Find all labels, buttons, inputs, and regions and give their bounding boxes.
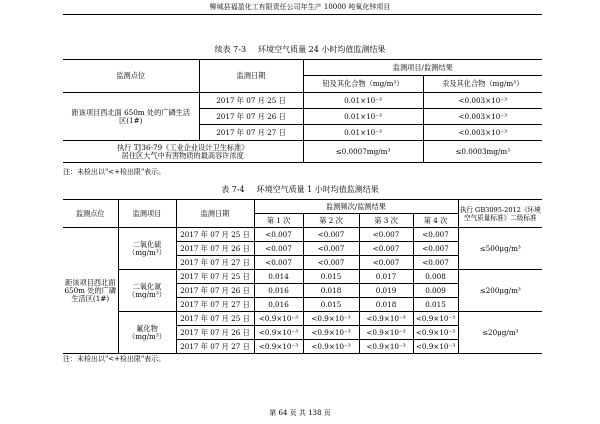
value-cell: <0.007 bbox=[254, 242, 303, 256]
lead-standard-cell: ≤0.0007mg/m³ bbox=[303, 141, 423, 163]
date-cell: 2017 年 07 月 27 日 bbox=[199, 125, 303, 141]
value-cell: <0.007 bbox=[359, 256, 413, 270]
header-freq-2: 第 2 次 bbox=[303, 214, 359, 228]
header-rule bbox=[63, 14, 542, 15]
date-cell: 2017 年 07 月 27 日 bbox=[176, 298, 254, 312]
mercury-standard-cell: ≤0.0003mg/m³ bbox=[423, 141, 542, 163]
value-cell: <0.9×10⁻³ bbox=[413, 312, 458, 326]
monitor-point-cell: 距该项目西北面 650m 处的广磷生活区(1#) bbox=[63, 93, 199, 141]
value-cell: <0.9×10⁻³ bbox=[359, 312, 413, 326]
item-cell-so2: 二氧化硫（mg/m³） bbox=[118, 228, 176, 270]
table-row bbox=[63, 228, 542, 242]
header-freq-4: 第 4 次 bbox=[413, 214, 458, 228]
lead-value-cell: 0.01×10⁻³ bbox=[303, 125, 423, 141]
date-cell: 2017 年 07 月 27 日 bbox=[176, 340, 254, 354]
table2-caption-number: 表 7-4 bbox=[221, 185, 245, 194]
standard-description-cell bbox=[63, 141, 303, 163]
lead-value-cell: 0.01×10⁻³ bbox=[303, 93, 423, 109]
table1-caption-title: 环境空气质量 24 小时均值监测结果 bbox=[258, 45, 386, 54]
value-cell: 0.016 bbox=[254, 298, 303, 312]
table2-caption-title: 环境空气质量 1 小时均值监测结果 bbox=[256, 185, 379, 194]
header-monitor-item: 监测项目 bbox=[118, 200, 176, 228]
value-cell: <0.9×10⁻³ bbox=[254, 340, 303, 354]
value-cell: <0.007 bbox=[413, 256, 458, 270]
table-row bbox=[63, 270, 542, 284]
table1-caption bbox=[0, 45, 600, 55]
value-cell: 0.015 bbox=[413, 298, 458, 312]
header-frequency-result: 监测频次/监测结果 bbox=[254, 200, 458, 214]
lead-value-cell: 0.01×10⁻³ bbox=[303, 109, 423, 125]
date-cell: 2017 年 07 月 26 日 bbox=[176, 242, 254, 256]
header-item-result: 监测项目/监测结果 bbox=[303, 60, 542, 76]
value-cell: <0.9×10⁻³ bbox=[359, 340, 413, 354]
table1-caption-number: 续表 7-3 bbox=[214, 45, 247, 54]
value-cell: 0.009 bbox=[413, 284, 458, 298]
page-number: 第 64 页 共 138 页 bbox=[269, 409, 331, 417]
header-monitor-point: 监测点位 bbox=[63, 60, 199, 93]
value-cell: <0.007 bbox=[303, 256, 359, 270]
table-row bbox=[63, 93, 542, 109]
date-cell: 2017 年 07 月 25 日 bbox=[199, 93, 303, 109]
standard-cell-fluoride: ≤20μg/m³ bbox=[458, 312, 542, 354]
value-cell: 0.019 bbox=[359, 284, 413, 298]
standard-row bbox=[63, 141, 542, 163]
monitor-point-cell: 距该项目西北面 650m 处的广磷生活区(1#) bbox=[63, 228, 118, 354]
mercury-value-cell: <0.003×10⁻³ bbox=[423, 109, 542, 125]
value-cell: <0.007 bbox=[303, 242, 359, 256]
value-cell: <0.9×10⁻³ bbox=[413, 340, 458, 354]
value-cell: 0.018 bbox=[359, 298, 413, 312]
value-cell: <0.007 bbox=[359, 242, 413, 256]
header-monitor-date: 监测日期 bbox=[199, 60, 303, 93]
value-cell: <0.9×10⁻³ bbox=[413, 326, 458, 340]
value-cell: 0.015 bbox=[303, 270, 359, 284]
header-standard: 执行 GB3095-2012《环境空气质量标准》二级标准 bbox=[458, 200, 542, 228]
document-header: 柳城县福盈化工有限责任公司年生产 10000 吨氧化锌项目 bbox=[209, 3, 391, 11]
date-cell: 2017 年 07 月 25 日 bbox=[176, 312, 254, 326]
table-1h-average bbox=[63, 199, 542, 354]
value-cell: <0.007 bbox=[359, 228, 413, 242]
value-cell: <0.007 bbox=[254, 256, 303, 270]
value-cell: <0.9×10⁻³ bbox=[359, 326, 413, 340]
date-cell: 2017 年 07 月 25 日 bbox=[176, 270, 254, 284]
value-cell: 0.016 bbox=[254, 284, 303, 298]
header-monitor-point: 监测点位 bbox=[63, 200, 118, 228]
value-cell: <0.007 bbox=[413, 228, 458, 242]
table1-note: 注：未检出以"<+检出限"表示。 bbox=[63, 168, 166, 176]
header-freq-1: 第 1 次 bbox=[254, 214, 303, 228]
value-cell: 0.018 bbox=[303, 284, 359, 298]
item-cell-fluoride: 氟化物（mg/m³） bbox=[118, 312, 176, 354]
mercury-value-cell: <0.003×10⁻³ bbox=[423, 93, 542, 109]
value-cell: 0.015 bbox=[303, 298, 359, 312]
header-monitor-date: 监测日期 bbox=[176, 200, 254, 228]
value-cell: <0.9×10⁻³ bbox=[303, 340, 359, 354]
value-cell: 0.008 bbox=[413, 270, 458, 284]
header-lead-compounds: 铅及其化合物（mg/m³） bbox=[303, 76, 423, 93]
table-24h-average bbox=[63, 59, 542, 163]
table-row bbox=[63, 312, 542, 326]
value-cell: <0.9×10⁻³ bbox=[303, 312, 359, 326]
value-cell: <0.9×10⁻³ bbox=[254, 312, 303, 326]
standard-line-2: 居住区大气中有害物质的最高容许浓度 bbox=[121, 150, 244, 160]
standard-line-1: 执行 TJ36-79《工业企业设计卫生标准》 bbox=[117, 142, 249, 152]
standard-cell-no2: ≤200μg/m³ bbox=[458, 270, 542, 312]
value-cell: <0.007 bbox=[254, 228, 303, 242]
value-cell: <0.9×10⁻³ bbox=[303, 326, 359, 340]
value-cell: 0.017 bbox=[359, 270, 413, 284]
value-cell: <0.007 bbox=[303, 228, 359, 242]
standard-cell-so2: ≤500μg/m³ bbox=[458, 228, 542, 270]
value-cell: 0.014 bbox=[254, 270, 303, 284]
item-cell-no2: 二氧化氮（mg/m³） bbox=[118, 270, 176, 312]
date-cell: 2017 年 07 月 27 日 bbox=[176, 256, 254, 270]
value-cell: <0.9×10⁻³ bbox=[254, 326, 303, 340]
header-mercury-compounds: 汞及其化合物（mg/m³） bbox=[423, 76, 542, 93]
value-cell: <0.007 bbox=[413, 242, 458, 256]
date-cell: 2017 年 07 月 26 日 bbox=[176, 326, 254, 340]
header-freq-3: 第 3 次 bbox=[359, 214, 413, 228]
mercury-value-cell: <0.003×10⁻³ bbox=[423, 125, 542, 141]
table2-caption bbox=[0, 185, 600, 195]
table2-note: 注：未检出以"<+检出限"表示。 bbox=[63, 355, 166, 363]
date-cell: 2017 年 07 月 25 日 bbox=[176, 228, 254, 242]
date-cell: 2017 年 07 月 26 日 bbox=[176, 284, 254, 298]
date-cell: 2017 年 07 月 26 日 bbox=[199, 109, 303, 125]
